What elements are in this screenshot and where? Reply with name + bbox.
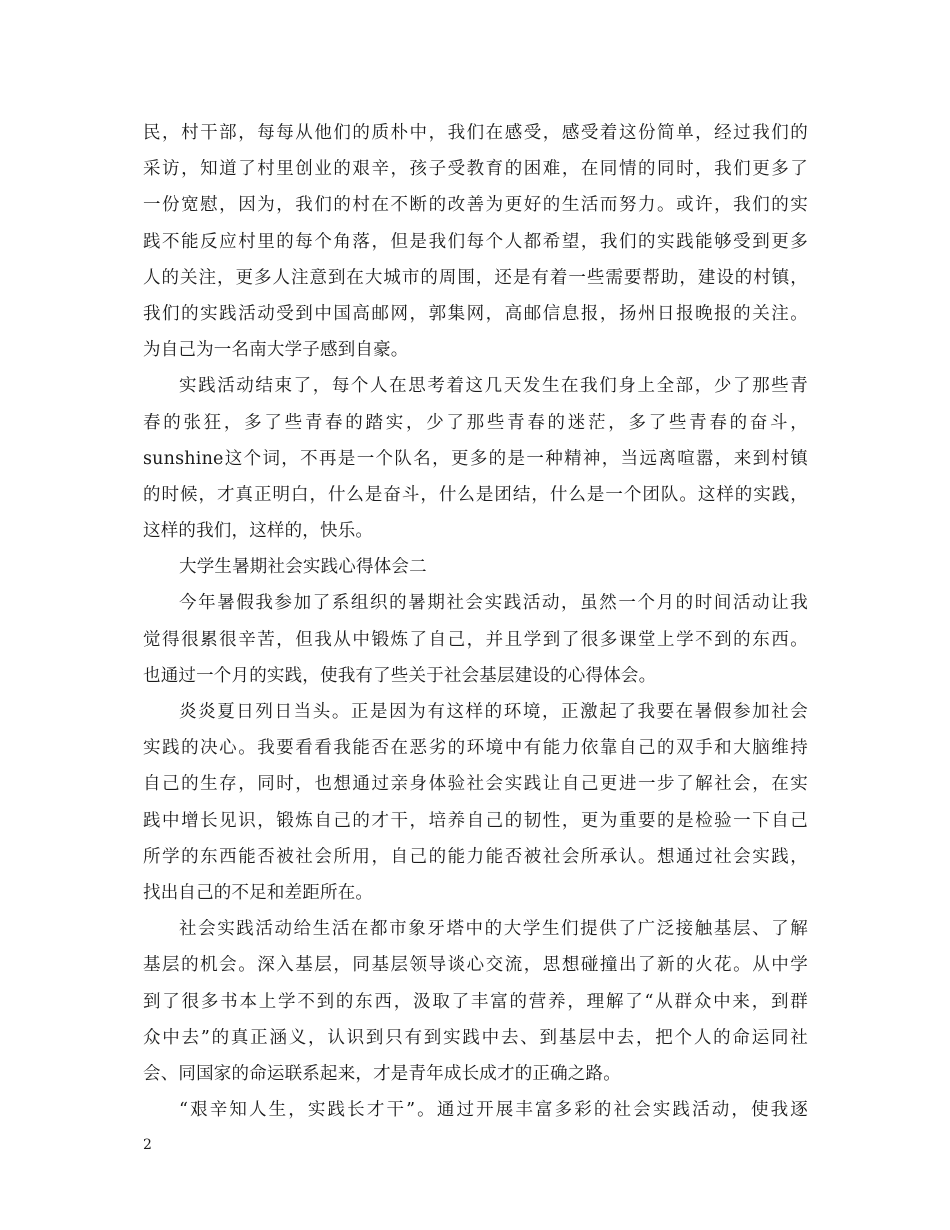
text-line: 践不能反应村里的每个角落，但是我们每个人都希望，我们的实践能够受到更多 [143,231,808,252]
text-line: 大学生暑期社会实践心得体会二 [179,557,427,578]
text-line: 为自己为一名南大学子感到自豪。 [143,340,409,361]
text-line: 炎炎夏日列日当头。正是因为有这样的环境，正激起了我要在暑假参加社会 [179,702,808,722]
text-line: 也通过一个月的实践，使我有了些关于社会基层建设的心得体会。 [143,665,657,686]
text-line: 会、同国家的命运联系起来，才是青年成长成才的正确之路。 [143,1063,621,1084]
text-line: 到了很多书本上学不到的东西，汲取了丰富的营养，理解了“从群众中来，到群 [143,991,808,1012]
text-line: 今年暑假我参加了系组织的暑期社会实践活动，虽然一个月的时间活动让我 [179,593,808,614]
text-line: 觉得很累很辛苦，但我从中锻炼了自己，并且学到了很多课堂上学不到的东西。 [143,629,808,650]
text-line: 采访，知道了村里创业的艰辛，孩子受教育的困难，在同情的同时，我们更多了 [143,159,808,180]
document-body [143,115,808,1128]
text-line: 基层的机会。深入基层，同基层领导谈心交流，思想碰撞出了新的火花。从中学 [143,955,808,976]
page-number: 2 [143,1137,152,1153]
text-line: 这样的我们，这样的，快乐。 [143,521,374,542]
text-line: 自己的生存，同时，也想通过亲身体验社会实践让自己更进一步了解社会，在实 [143,774,808,795]
text-line: 人的关注，更多人注意到在大城市的周围，还是有着一些需要帮助，建设的村镇， [143,267,808,288]
text-line: 众中去”的真正涵义，认识到只有到实践中去、到基层中去，把个人的命运同社 [143,1027,808,1048]
text-line: 社会实践活动给生活在都市象牙塔中的大学生们提供了广泛接触基层、了解 [179,919,808,940]
text-line: 践中增长见识，锻炼自己的才干，培养自己的韧性，更为重要的是检验一下自己 [143,810,808,831]
text-line: sunshine这个词，不再是一个队名，更多的是一种精神，当远离喧嚣，来到村镇 [143,448,808,469]
text-line: 实践活动结束了，每个人在思考着这几天发生在我们身上全部，少了那些青 [179,376,808,397]
text-line: 春的张狂，多了些青春的踏实，少了那些青春的迷茫，多了些青春的奋斗， [143,412,808,433]
text-line: 实践的决心。我要看看我能否在恶劣的环境中有能力依靠自己的双手和大脑维持 [143,738,808,759]
text-line: 找出自己的不足和差距所在。 [143,882,374,903]
text-line: 的时候，才真正明白，什么是奋斗，什么是团结，什么是一个团队。这样的实践， [143,484,808,505]
text-line: 我们的实践活动受到中国高邮网，郭集网，高邮信息报，扬州日报晚报的关注。 [143,303,808,324]
text-line: 一份宽慰，因为，我们的村在不断的改善为更好的生活而努力。或许，我们的实 [143,195,808,216]
text-line: 所学的东西能否被社会所用，自己的能力能否被社会所承认。想通过社会实践， [143,846,808,867]
text-line: 民，村干部，每每从他们的质朴中，我们在感受，感受着这份简单，经过我们的 [143,123,808,143]
text-line: “艰辛知人生，实践长才干”。通过开展丰富多彩的社会实践活动，使我逐 [179,1100,808,1121]
